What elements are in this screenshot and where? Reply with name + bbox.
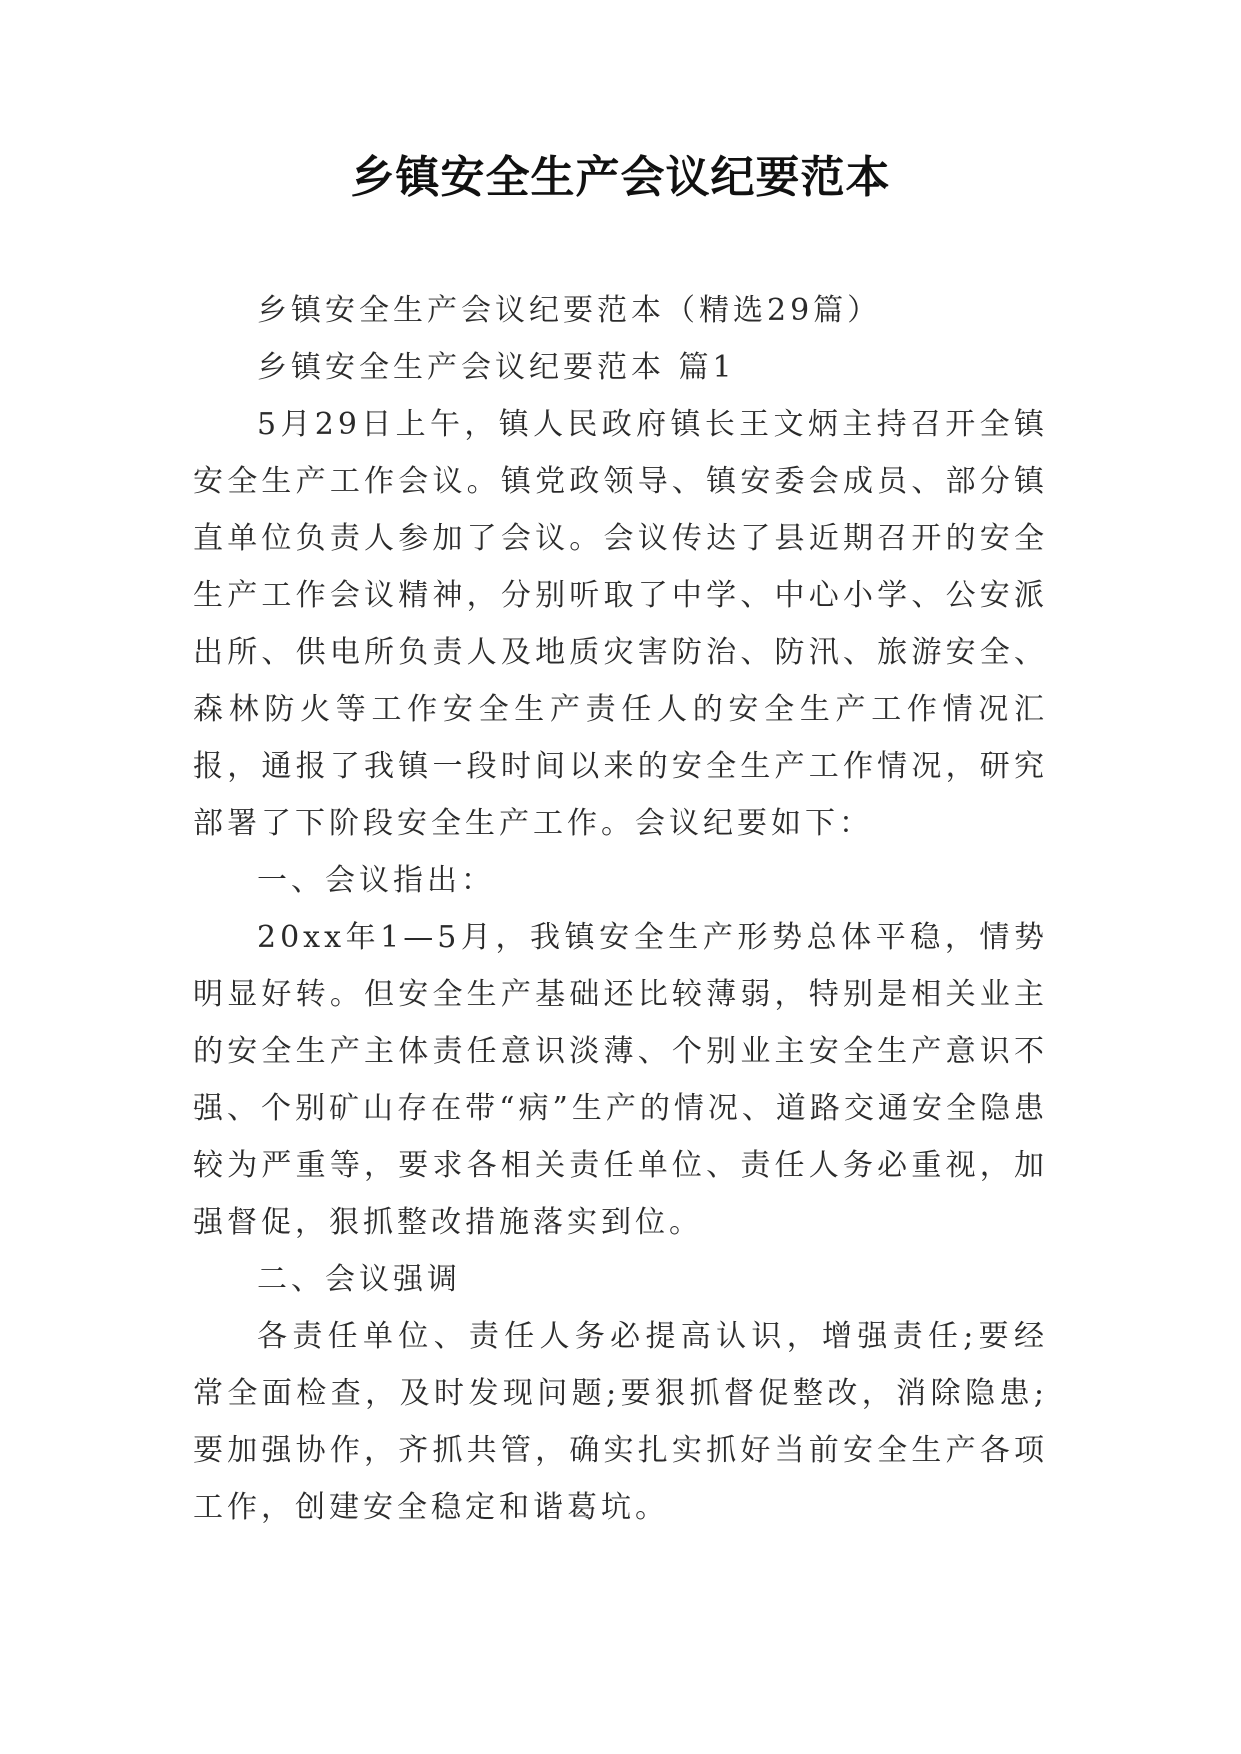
paragraph-heading-1: 一、会议指出： (257, 863, 495, 898)
document-body (193, 282, 1048, 1536)
paragraph-meeting-summary: 5月29日上午，镇人民政府镇长王文炳主持召开全镇安全生产工作会议。镇党政领导、镇安委会成员、部分镇直单位负责人参加了会议。会议传达了县近期召开的安全生产工作会议精神，分别听取了中学、中心小学、公安派出所、供电所负责人及地质灾害防治、防汛、旅游安全、森林防火等工作安全生产责任人的安全生产工作情况汇报，通报了我镇一段时间以来的安全生产工作情况，研究部署了下阶段安全生产工作。会议纪要如下： (193, 407, 1048, 841)
paragraph-situation: 20xx年1—5月，我镇安全生产形势总体平稳，情势明显好转。但安全生产基础还比较薄弱，特别是相关业主的安全生产主体责任意识淡薄、个别业主安全生产意识不强、个别矿山存在带“病”生产的情况、道路交通安全隐患较为严重等，要求各相关责任单位、责任人务必重视，加强督促，狠抓整改措施落实到位。 (193, 920, 1048, 1240)
paragraph-subtitle: 乡镇安全生产会议纪要范本（精选29篇） (257, 293, 882, 328)
paragraph-heading-2: 二、会议强调 (257, 1262, 461, 1297)
document-title: 乡镇安全生产会议纪要范本 (350, 152, 891, 203)
paragraph-requirements: 各责任单位、责任人务必提高认识，增强责任;要经常全面检查，及时发现问题;要狠抓督促整改，消除隐患;要加强协作，齐抓共管，确实扎实抓好当前安全生产各项工作，创建安全稳定和谐葛坑。 (193, 1319, 1048, 1525)
paragraph-section-heading: 乡镇安全生产会议纪要范本 篇1 (257, 350, 736, 385)
